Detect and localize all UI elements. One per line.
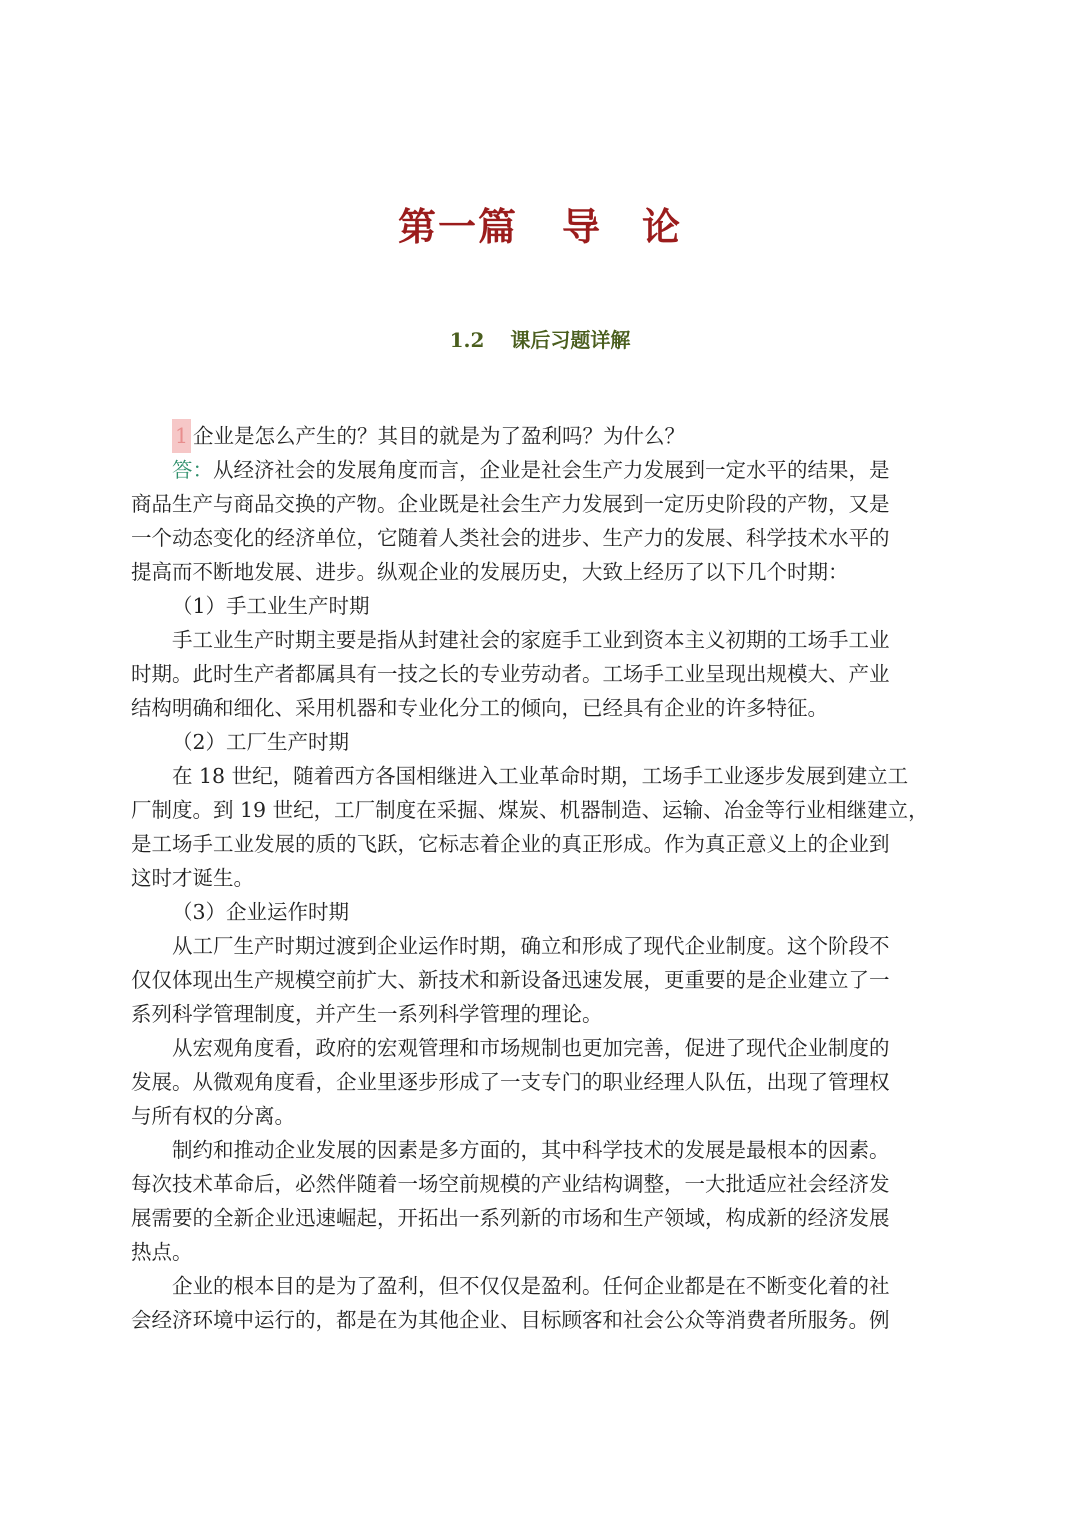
paragraph-line: 系列科学管理制度，并产生一系列科学管理的理论。 bbox=[131, 1002, 603, 1026]
question-line bbox=[131, 419, 951, 453]
subheading-line: （2）工厂生产时期 bbox=[172, 730, 350, 754]
paragraph-line: 是工场手工业发展的质的飞跃，它标志着企业的真正形成。作为真正意义上的企业到 bbox=[131, 832, 890, 856]
paragraph-line: 提高而不断地发展、进步。纵观企业的发展历史，大致上经历了以下几个时期： bbox=[131, 560, 849, 584]
subheading-line: （3）企业运作时期 bbox=[172, 900, 350, 924]
paragraph-line: 在 18 世纪，随着西方各国相继进入工业革命时期，工场手工业逐步发展到建立工 bbox=[172, 764, 909, 788]
chapter-title bbox=[0, 196, 1080, 251]
paragraph-line: 从工厂生产时期过渡到企业运作时期，确立和形成了现代企业制度。这个阶段不 bbox=[172, 934, 890, 958]
paragraph-line: 时期。此时生产者都属具有一技之长的专业劳动者。工场手工业呈现出规模大、产业 bbox=[131, 662, 890, 686]
paragraph-line: 会经济环境中运行的，都是在为其他企业、目标顾客和社会公众等消费者所服务。例 bbox=[131, 1308, 890, 1332]
paragraph-line: 商品生产与商品交换的产物。企业既是社会生产力发展到一定历史阶段的产物，又是 bbox=[131, 492, 890, 516]
answer-label: 答： bbox=[172, 458, 213, 482]
paragraph-line: 企业的根本目的是为了盈利，但不仅仅是盈利。任何企业都是在不断变化着的社 bbox=[172, 1274, 890, 1298]
paragraph-line: 与所有权的分离。 bbox=[131, 1104, 295, 1128]
question-number: 1 bbox=[172, 419, 191, 453]
paragraph-line: 厂制度。到 19 世纪，工厂制度在采掘、煤炭、机器制造、运输、冶金等行业相继建立， bbox=[131, 798, 929, 822]
question-text: 企业是怎么产生的？其目的就是为了盈利吗？为什么？ bbox=[193, 424, 686, 448]
paragraph-line: 从经济社会的发展角度而言，企业是社会生产力发展到一定水平的结果，是 bbox=[213, 458, 890, 482]
paragraph-line: 从宏观角度看，政府的宏观管理和市场规制也更加完善，促进了现代企业制度的 bbox=[172, 1036, 890, 1060]
chapter-part: 第一篇 bbox=[397, 204, 518, 249]
paragraph-line: 仅仅体现出生产规模空前扩大、新技术和新设备迅速发展，更重要的是企业建立了一 bbox=[131, 968, 890, 992]
paragraph-line: 发展。从微观角度看，企业里逐步形成了一支专门的职业经理人队伍，出现了管理权 bbox=[131, 1070, 890, 1094]
answer-line bbox=[131, 453, 951, 487]
section-title bbox=[0, 324, 1080, 353]
paragraph-line: 结构明确和细化、采用机器和专业化分工的倾向，已经具有企业的许多特征。 bbox=[131, 696, 828, 720]
section-number: 1.2 bbox=[449, 328, 485, 352]
paragraph-line: 一个动态变化的经济单位，它随着人类社会的进步、生产力的发展、科学技术水平的 bbox=[131, 526, 890, 550]
body-text bbox=[131, 419, 951, 1337]
chapter-name: 导 论 bbox=[562, 204, 683, 249]
paragraph-line: 热点。 bbox=[131, 1240, 193, 1264]
paragraph-line: 手工业生产时期主要是指从封建社会的家庭手工业到资本主义初期的工场手工业 bbox=[172, 628, 890, 652]
paragraph-line: 这时才诞生。 bbox=[131, 866, 254, 890]
section-name: 课后习题详解 bbox=[510, 328, 631, 352]
paragraph-line: 制约和推动企业发展的因素是多方面的，其中科学技术的发展是最根本的因素。 bbox=[172, 1138, 890, 1162]
paragraph-line: 展需要的全新企业迅速崛起，开拓出一系列新的市场和生产领域，构成新的经济发展 bbox=[131, 1206, 890, 1230]
paragraph-line: 每次技术革命后，必然伴随着一场空前规模的产业结构调整，一大批适应社会经济发 bbox=[131, 1172, 890, 1196]
subheading-line: （1）手工业生产时期 bbox=[172, 594, 370, 618]
